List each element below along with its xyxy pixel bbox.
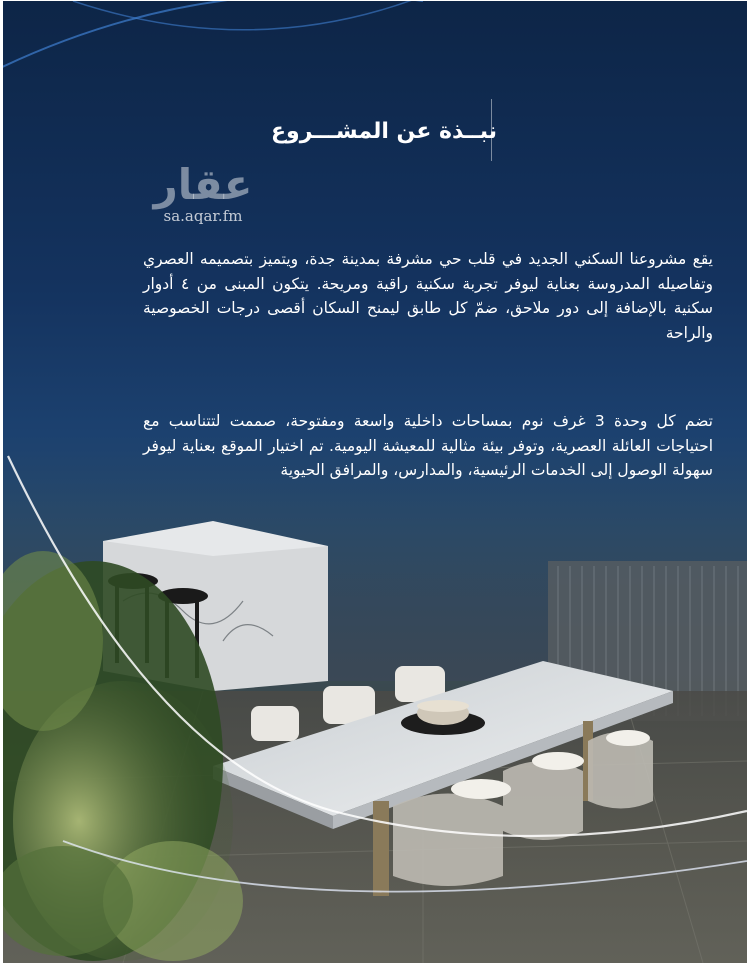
paragraph-intro: يقع مشروعنا السكني الجديد في قلب حي مشرفة بمدينة جدة، ويتميز بتصميمه العصري وتفاصيله المدروسة بعناية ليوفر تجربة سكنية راقية ومريحة. يتكون المبنى من ٤ أدوار سكنية بالإضافة إلى دور ملاحق، ضمّ كل طابق ليمنح السكان أقصى درجات الخصوصية والراحة (143, 250, 714, 342)
watermark-url: sa.aqar.fm (163, 207, 243, 225)
page-title: نبــذة عن المشـــروع (270, 119, 497, 144)
aqar-watermark (138, 161, 268, 225)
title-block (197, 119, 497, 144)
brochure-page (3, 1, 747, 963)
paragraph-units: تضم كل وحدة 3 غرف نوم بمساحات داخلية واسعة ومفتوحة، صممت لتتناسب مع احتياجات العائلة العصرية، وتوفر بيئة مثالية للمعيشة اليومية. تم اختيار الموقع بعناية ليوفر سهولة الوصول إلى الخدمات الرئيسية، والمدارس، والمرافق الحيوية (143, 412, 714, 479)
watermark-logo: عقار (153, 160, 253, 209)
